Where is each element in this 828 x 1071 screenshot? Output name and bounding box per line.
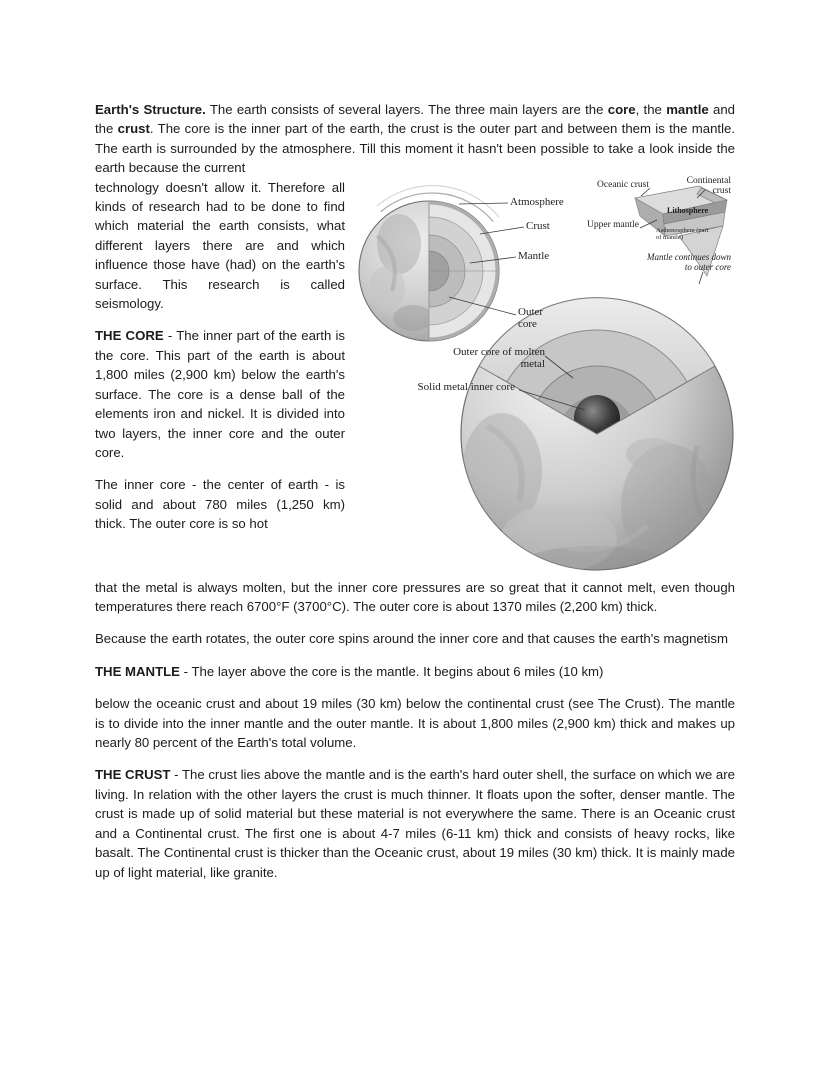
label-mantle: Mantle — [518, 249, 550, 262]
text-run: - The crust lies above the mantle and is the earth's hard outer shell, the surface on which we are living. In relation with the other layers the crust is much thinner. It floats upon the softer, denser mantle. The crust is made up of solid material but these material is not everywhere the same. There is an Oceanic crust and a Continental crust. The first one is about 4-7 miles (6-11 km) thick and consists of heavy rocks, like basalt. The Continental crust is thicker than the Oceanic crust, about 19 miles (30 km) thick. It is mainly made up of light material, like granite. — [95, 767, 735, 880]
text-run: The inner core - the center of earth - is solid and about 780 miles (1,250 km) thick. The outer core is so hot — [95, 477, 345, 532]
label-solid-inner-core: Solid metal inner core — [417, 380, 515, 393]
text-run: The earth consists of several layers. The three main layers are the — [205, 102, 608, 117]
text-run: Because the earth rotates, the outer core spins around the inner core and that causes the earth's magnetism — [95, 631, 728, 647]
intro-paragraph-continued — [95, 178, 345, 314]
intro-paragraph — [95, 100, 735, 178]
document-content — [95, 100, 735, 895]
upper-earth-slice — [359, 185, 499, 340]
label-lithosphere: Lithosphere — [667, 205, 709, 215]
label-continental-crust: Continental crust — [686, 175, 731, 197]
the-mantle-body-paragraph — [95, 694, 735, 752]
label-outer-core: Outer core — [518, 305, 544, 330]
text-run: - The layer above the core is the mantle. It begins about 6 miles (10 km) — [179, 663, 604, 679]
earth-layers-figure — [347, 176, 735, 574]
the-crust-paragraph — [95, 765, 735, 881]
text-run: mantle — [666, 102, 709, 117]
label-upper-mantle: Upper mantle — [587, 219, 639, 230]
text-run: THE MANTLE — [95, 663, 180, 679]
text-run: THE CRUST — [95, 767, 171, 783]
text-run: THE CORE — [95, 328, 164, 344]
label-outer-core-molten: Outer core of molten metal — [453, 345, 545, 370]
text-run: technology doesn't allow it. Therefore all kinds of research had to be done to find which material the earth consists, what different layers there are and which influence those have (had) on the earth's surface. This research is called seismology. — [95, 179, 345, 312]
inner-core-paragraph-continued — [95, 578, 735, 617]
magnetism-paragraph — [95, 629, 735, 648]
label-mantle-continues: Mantle continues down to outer core — [647, 251, 731, 272]
text-run: below the oceanic crust and about 19 miles (30 km) below the continental crust (see The Crust). The mantle is to divide into the inner mantle and the outer mantle. It is about 1,800 miles (2,900 km) thick and makes up nearly 80 percent of the Earth's total volume. — [95, 696, 735, 751]
text-run: and the — [95, 102, 735, 137]
text-run: Earth's Structure. — [95, 102, 206, 117]
text-run: . The core is the inner part of the earth, the crust is the outer part and between them is the mantle. The earth is surrounded by the atmosphere. Till this moment it hasn't been possible to take a look inside the earth because the current — [95, 121, 736, 176]
label-asthenosphere: Asthenosphere (part of mantle) — [656, 226, 709, 241]
big-earth-sphere — [461, 297, 733, 573]
text-run: core — [607, 102, 636, 117]
the-core-paragraph — [95, 326, 345, 462]
left-text-column — [95, 178, 345, 534]
label-oceanic-crust: Oceanic crust — [597, 179, 649, 190]
text-run: that the metal is always molten, but the inner core pressures are so great that it cannot melt, even though temperatures there reach 6700°F (3700°C). The outer core is about 1370 miles (2,200 km) thick. — [95, 579, 735, 615]
text-figure-wrap-zone — [95, 175, 735, 576]
text-run: , the — [635, 102, 667, 117]
inner-core-paragraph — [95, 475, 345, 533]
the-mantle-heading-paragraph — [95, 662, 735, 681]
text-run: - The inner part of the earth is the core. This part of the earth is about 1,800 miles (2,900 km) below the earth's surface. The core is a dense ball of the elements iron and nickel. It is divided into two layers, the inner core and the outer core. — [95, 328, 346, 460]
label-atmosphere: Atmosphere — [510, 195, 564, 208]
label-crust: Crust — [526, 219, 550, 232]
text-run: crust — [117, 121, 150, 137]
